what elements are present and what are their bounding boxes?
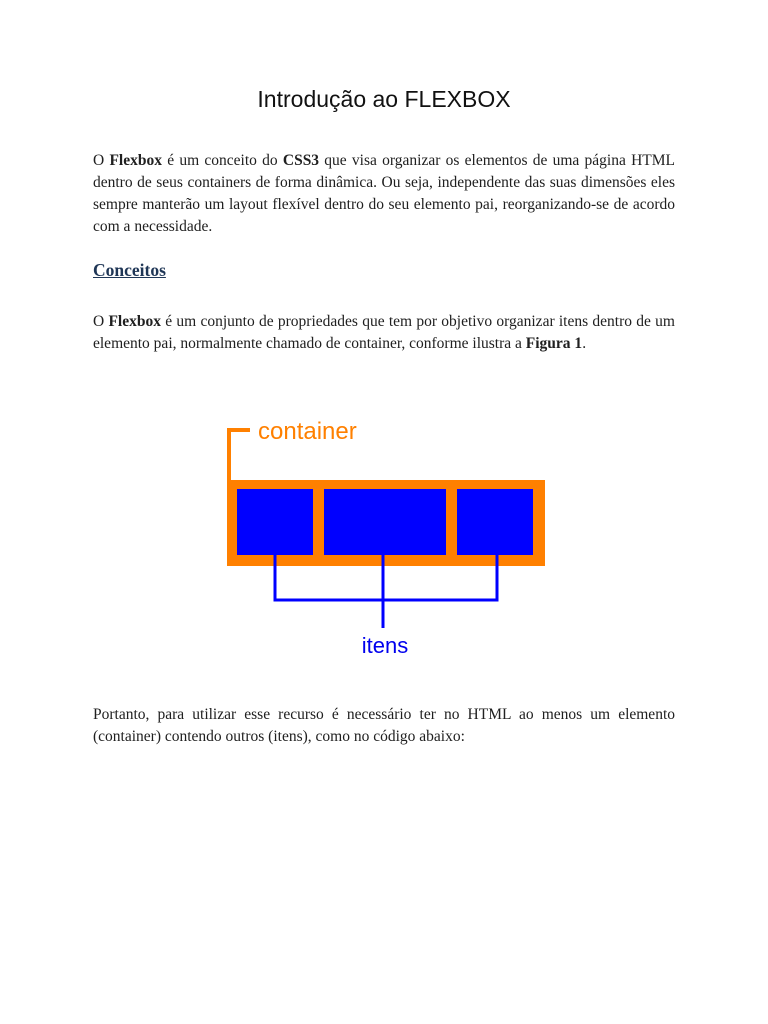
concept-bold-flexbox: Flexbox [108,313,161,330]
flex-item-2 [324,489,446,555]
container-pointer-line [229,430,250,482]
container-box [227,480,545,566]
intro-bold-css3: CSS3 [282,152,320,169]
concept-text-2: é um conjunto de propriedades que tem por objetivo organizar itens dentro de um elemento pai, normalmente chamado de container, conforme ilustra a [93,313,675,352]
concept-text-1: O [93,313,109,330]
container-label: container [258,418,357,445]
items-bracket [275,555,497,628]
closing-paragraph: Portanto, para utilizar esse recurso é necessário ter no HTML ao menos um elemento (container) contendo outros (itens), como no código abaixo: [93,706,675,745]
flex-item-3 [457,489,533,555]
page-title: Introdução ao FLEXBOX [257,86,511,112]
concept-text-3: . [582,335,587,352]
concept-bold-figura: Figura 1 [525,335,583,352]
flex-item-1 [237,489,313,555]
intro-text-2: é um conceito do [161,152,283,169]
intro-paragraph [93,150,675,238]
items-label: itens [361,633,409,658]
intro-bold-flexbox: Flexbox [109,152,162,169]
intro-text-3: que visa organizar os elementos de uma página HTML dentro de seus containers de forma dinâmica. Ou seja, independente das suas dimensões eles sempre manterão um layout flexível dentro do seu elemento pai, reorganizando-se de acordo com a necessidade. [93,152,675,235]
intro-text-1: O [93,152,110,169]
concept-paragraph [93,311,675,355]
section-heading: Conceitos [93,260,166,280]
